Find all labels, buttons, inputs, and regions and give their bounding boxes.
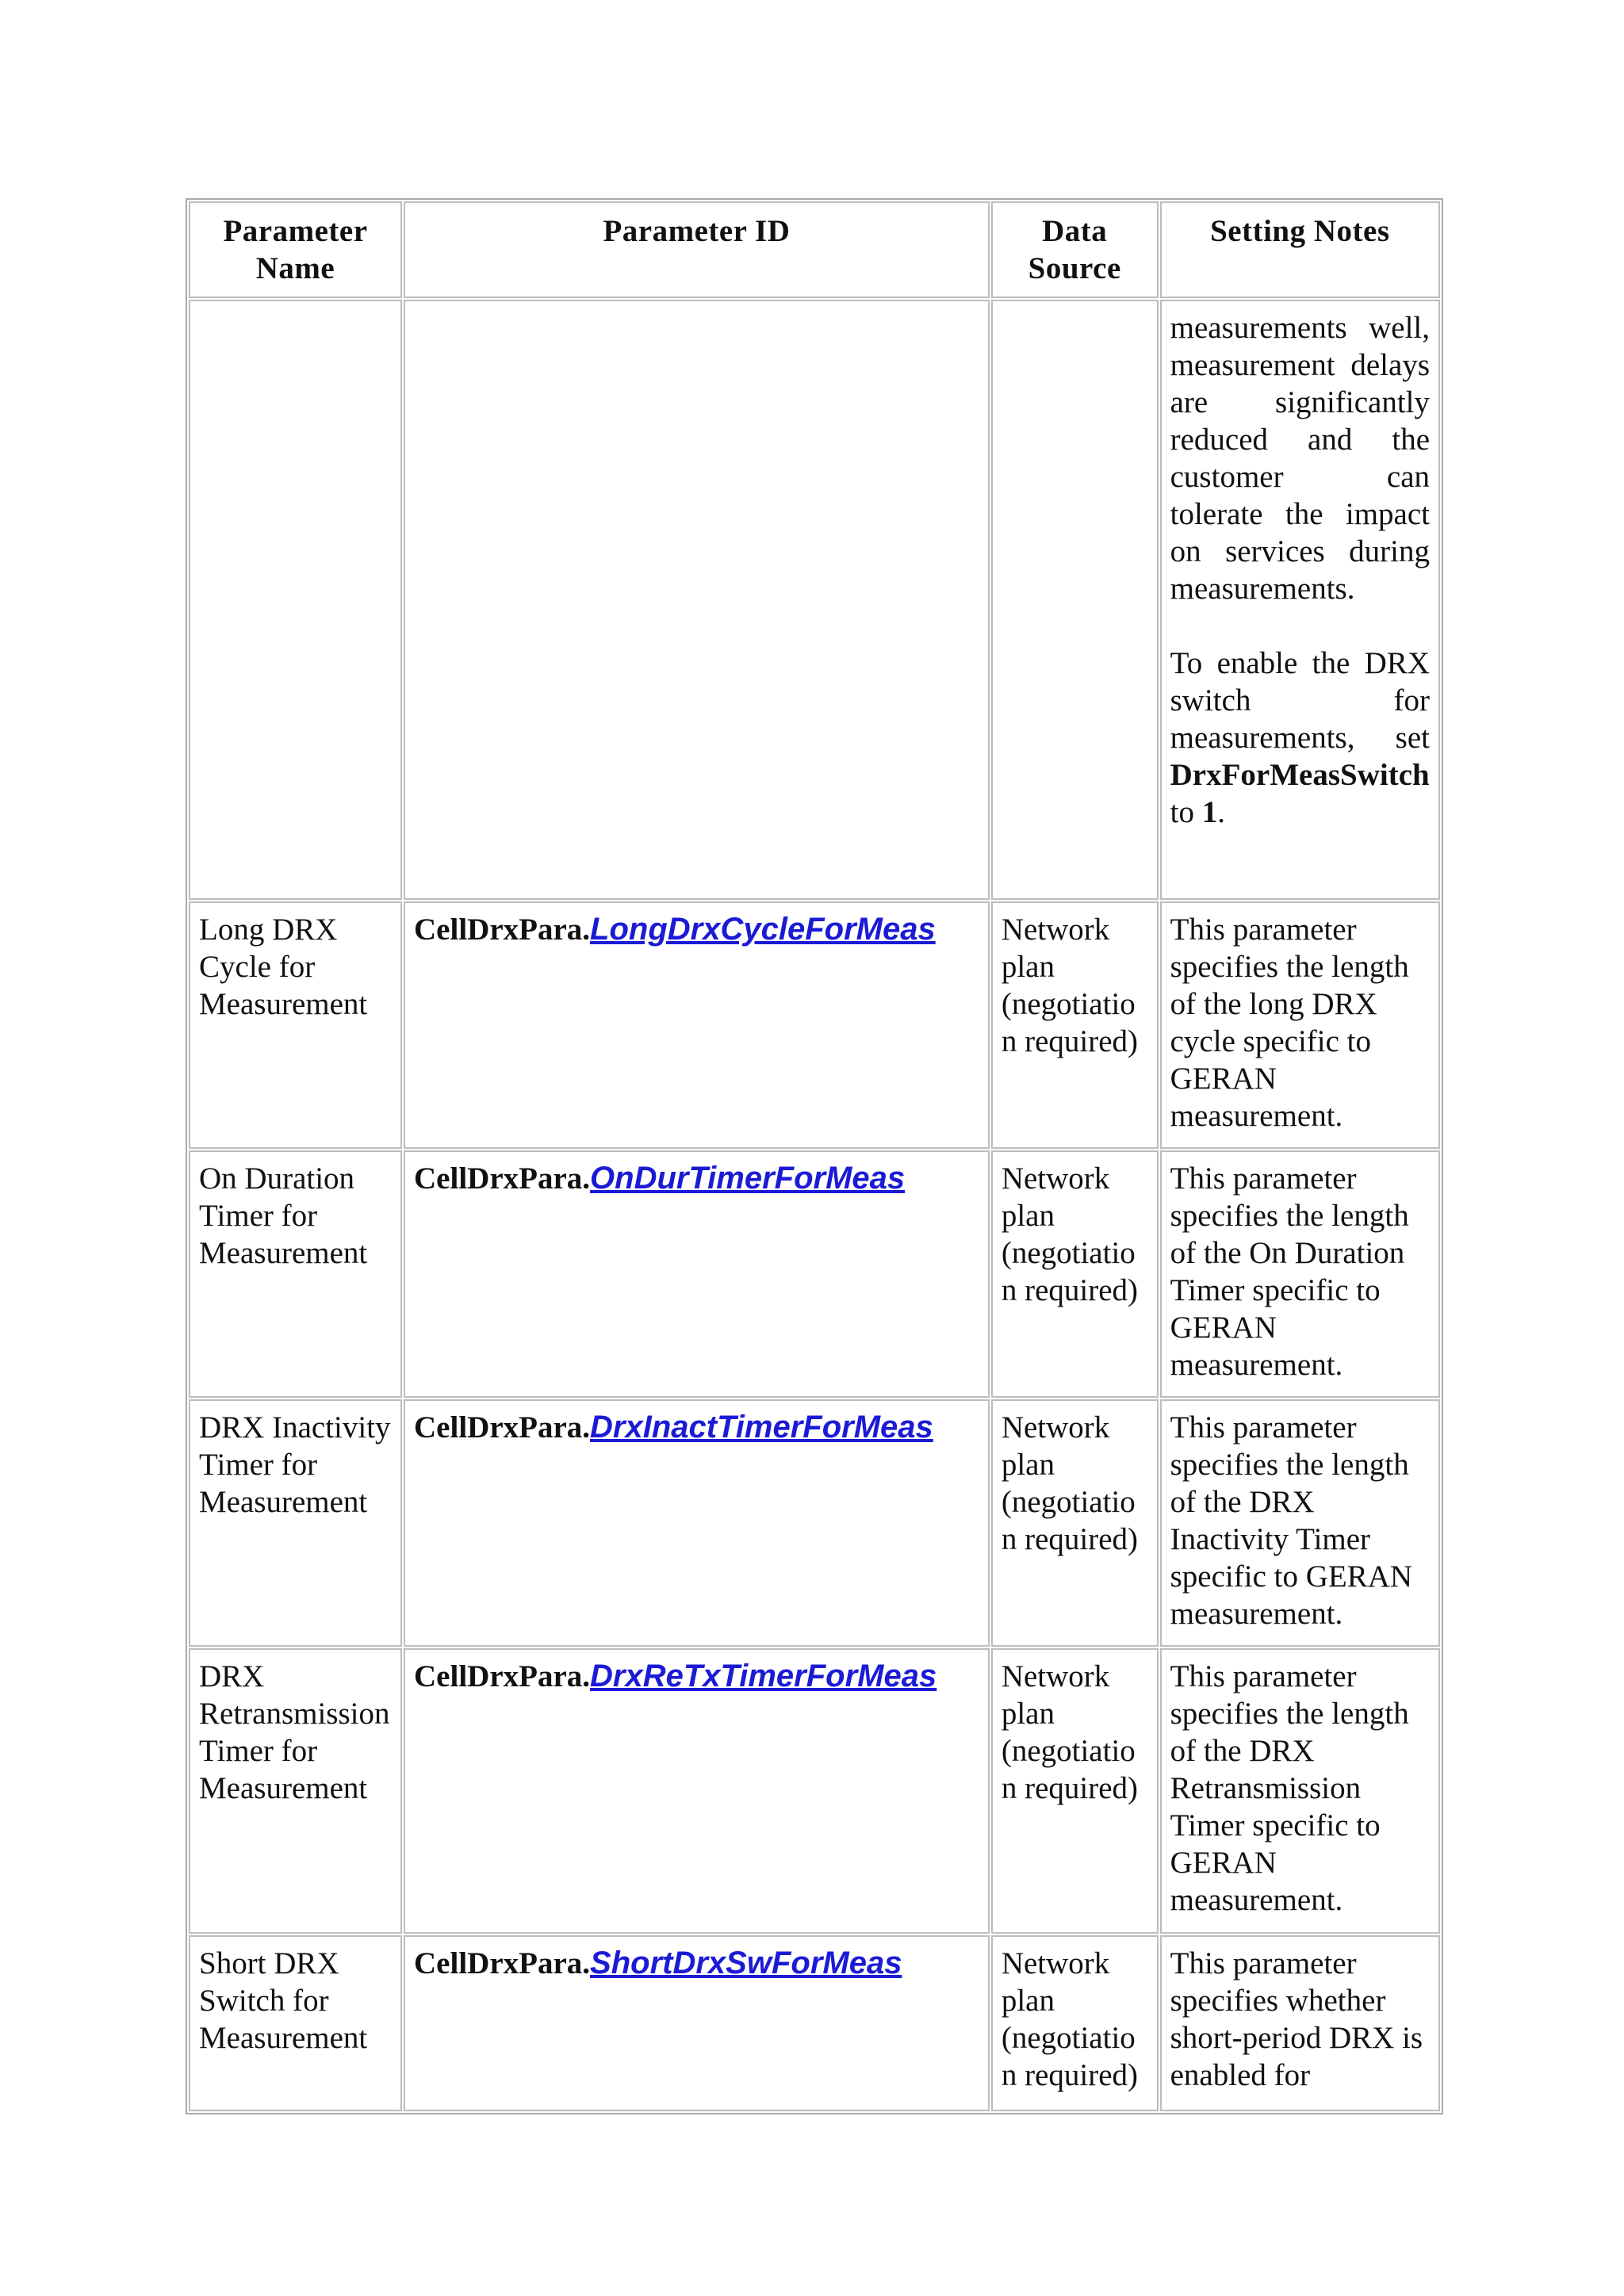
cell-setting-notes [1160,300,1440,900]
header-data-source: Data Source [991,201,1159,298]
cell-parameter-id [404,1399,990,1647]
cell-setting-notes: This parameter specifies whether short-period DRX is enabled for [1160,1935,1440,2111]
notes-paragraph-switch [1170,645,1430,831]
continuation-row [189,300,1440,900]
cell-name-empty [189,300,402,900]
header-parameter-id: Parameter ID [404,201,990,298]
cell-setting-notes: This parameter specifies the length of the DRX Retransmission Timer specific to GERAN measurement. [1160,1648,1440,1934]
header-row [189,201,1440,298]
table-row [189,1399,1440,1647]
header-parameter-name: Parameter Name [189,201,402,298]
cell-parameter-name: On Duration Timer for Measurement [189,1150,402,1398]
parameter-id-prefix: CellDrxPara. [414,1946,591,1980]
cell-setting-notes: This parameter specifies the length of the long DRX cycle specific to GERAN measurement. [1160,901,1440,1149]
cell-parameter-name: Short DRX Switch for Measurement [189,1935,402,2111]
parameter-id-prefix: CellDrxPara. [414,1659,591,1693]
parameter-id-link[interactable]: DrxInactTimerForMeas [590,1410,933,1445]
notes-text-to: to [1170,795,1202,829]
parameter-id-link[interactable]: OnDurTimerForMeas [590,1161,906,1196]
cell-parameter-id [404,901,990,1149]
cell-data-source: Network plan (negotiation required) [991,1648,1159,1934]
table-row [189,901,1440,1149]
switch-parameter-name: DrxForMeasSwitch [1170,758,1430,792]
cell-setting-notes: This parameter specifies the length of the DRX Inactivity Timer specific to GERAN measurement. [1160,1399,1440,1647]
notes-text-end: . [1217,795,1225,829]
cell-parameter-name: Long DRX Cycle for Measurement [189,901,402,1149]
cell-data-source: Network plan (negotiation required) [991,901,1159,1149]
cell-parameter-id [404,1150,990,1398]
parameter-id-link[interactable]: ShortDrxSwForMeas [590,1946,902,1980]
cell-parameter-id [404,1935,990,2111]
cell-parameter-name: DRX Inactivity Timer for Measurement [189,1399,402,1647]
parameter-table [186,198,1443,2114]
cell-data-source: Network plan (negotiation required) [991,1150,1159,1398]
parameter-id-link[interactable]: DrxReTxTimerForMeas [590,1659,937,1693]
cell-parameter-name: DRX Retransmission Timer for Measurement [189,1648,402,1934]
parameter-id-prefix: CellDrxPara. [414,1161,591,1196]
cell-parameter-id [404,1648,990,1934]
table-row [189,1935,1440,2111]
table-row [189,1648,1440,1934]
parameter-id-link[interactable]: LongDrxCycleForMeas [590,912,936,947]
parameter-id-prefix: CellDrxPara. [414,1410,591,1445]
cell-data-source: Network plan (negotiation required) [991,1399,1159,1647]
cell-source-empty [991,300,1159,900]
cell-id-empty [404,300,990,900]
notes-paragraph: measurements well, measurement delays are significantly reduced and the customer can tolerate the impact on services during measurements. [1170,311,1430,606]
header-setting-notes: Setting Notes [1160,201,1440,298]
parameter-id-prefix: CellDrxPara. [414,913,591,947]
cell-data-source: Network plan (negotiation required) [991,1935,1159,2111]
table-row [189,1150,1440,1398]
notes-text: To enable the DRX switch for measurements, set [1170,646,1430,755]
cell-setting-notes: This parameter specifies the length of the On Duration Timer specific to GERAN measurement. [1160,1150,1440,1398]
switch-value: 1 [1201,795,1218,829]
